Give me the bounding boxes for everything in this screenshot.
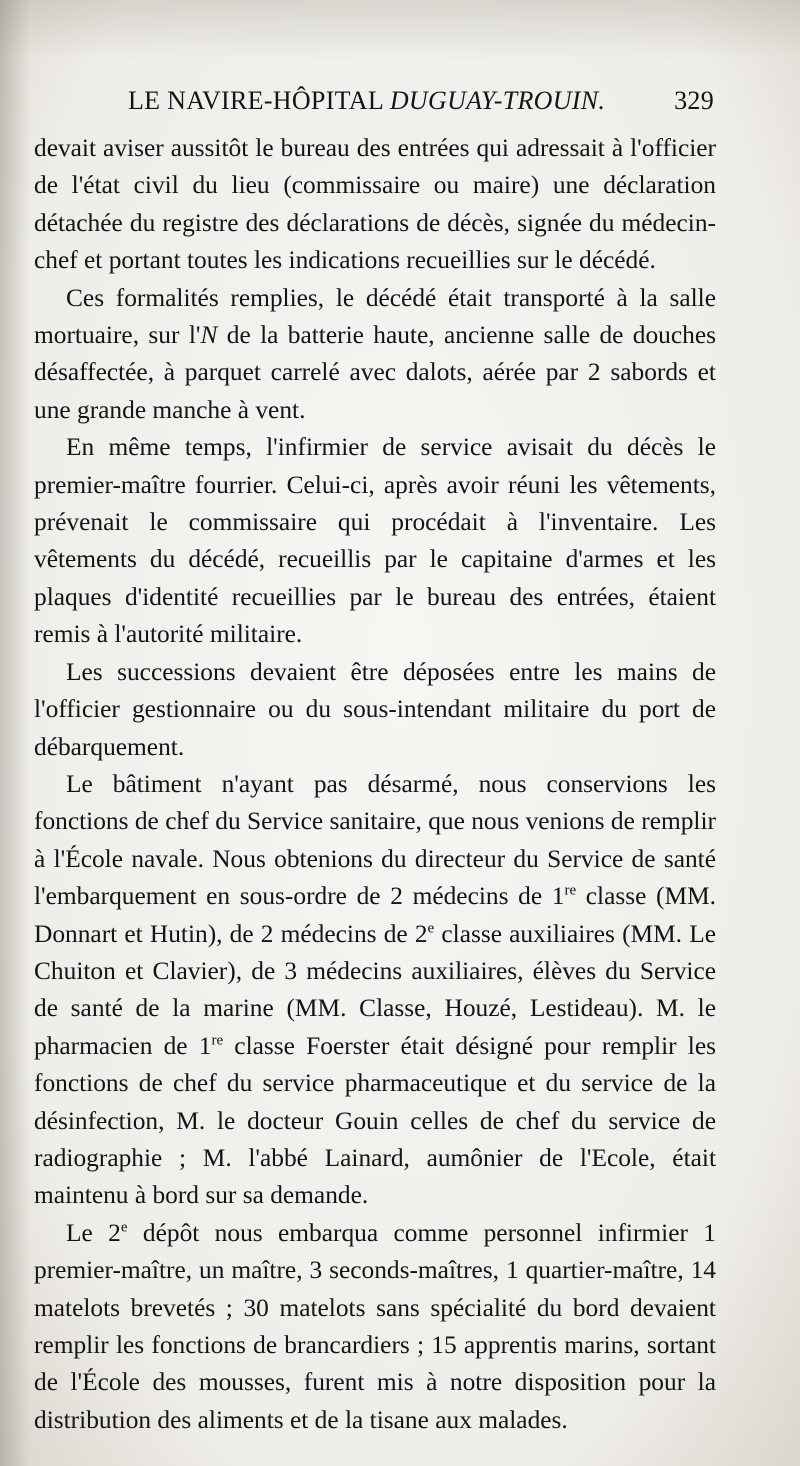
paragraph-text: Ces formalités remplies, le décédé était transporté à la salle mortuaire, sur l' bbox=[34, 283, 716, 350]
page-header bbox=[128, 86, 714, 126]
paragraph bbox=[34, 654, 716, 766]
paragraph-text: Le bâtiment n'ayant pas désarmé, nous conservions les fonctions de chef du Service sanitaire, que nous venions de remplir à l'École navale. Nous obtenions du directeur du Service de santé l'embarquement en sous-ordre de 2 médecins de 1 bbox=[34, 769, 716, 911]
paragraph-text-italic: N bbox=[200, 321, 218, 350]
body-text bbox=[34, 130, 716, 1439]
paragraph-text: classe (MM. Donnart et Hutin), de 2 médecins de 2 bbox=[34, 882, 717, 948]
paragraph-text: devait aviser aussitôt le bureau des entrées qui adressait à l'officier de l'état civil du lieu (commissaire ou maire) une déclaration détachée du registre des déclarations de décès, signée du médecin-chef et portant toutes les indications recueillies sur le décédé. bbox=[34, 134, 716, 275]
ordinal-superscript: re bbox=[564, 882, 577, 899]
running-title-italic: DUGUAY-TROUIN. bbox=[389, 86, 606, 115]
paragraph bbox=[34, 1215, 716, 1439]
paragraph bbox=[34, 766, 716, 1215]
page-number: 329 bbox=[674, 86, 714, 115]
ordinal-superscript: e bbox=[427, 920, 435, 937]
ordinal-superscript: e bbox=[120, 1219, 128, 1236]
paragraph bbox=[34, 429, 716, 653]
running-title-roman: LE NAVIRE-HÔPITAL bbox=[128, 86, 390, 115]
paragraph-text: classe auxiliaires (MM. Le Chuiton et Clavier), de 3 médecins auxiliaires, élèves du Service de santé de la marine (MM. Classe, Houzé, Lestideau). M. le pharmacien de 1 bbox=[34, 919, 716, 1060]
scan-shadow-left bbox=[0, 0, 30, 1466]
paragraph-text: Les successions devaient être déposées entre les mains de l'officier gestionnaire ou du sous-intendant militaire du port de débarquement. bbox=[34, 657, 716, 761]
paragraph-text: de la batterie haute, ancienne salle de douches désaffectée, à parquet carrelé avec dalots, aérée par 2 sabords et une grande manche à vent. bbox=[34, 321, 716, 424]
ordinal-superscript: re bbox=[211, 1032, 224, 1049]
scan-shadow-top bbox=[0, 0, 800, 60]
running-title bbox=[128, 86, 605, 116]
paragraph-text: classe Foerster était désigné pour remplir les fonctions de chef du service pharmaceutique et du service de la désinfection, M. le docteur Gouin celles de chef du service de radiographie ; M. l'abbé Lainard, aumônier de l'Ecole, était maintenu à bord sur sa demande. bbox=[34, 1031, 716, 1210]
paragraph-text: dépôt nous embarqua comme personnel infirmier 1 premier-maître, un maître, 3 seconds-maîtres, 1 quartier-maître, 14 matelots brevetés ; 30 matelots sans spécialité du bord devaient remplir les fonctions de brancardiers ; 15 apprentis marins, sortant de l'École des mousses, furent mis à notre disposition pour la distribution des aliments et de la tisane aux malades. bbox=[34, 1218, 717, 1434]
paragraph-text: En même temps, l'infirmier de service avisait du décès le premier-maître fourrier. Celui-ci, après avoir réuni les vêtements, prévenait le commissaire qui procédait à l'inventaire. Les vêtements du décédé, recueillis par le capitaine d'armes et les plaques d'identité recueillies par le bureau des entrées, étaient remis à l'autorité militaire. bbox=[34, 433, 716, 649]
paragraph-text: Le 2 bbox=[66, 1218, 121, 1247]
paragraph bbox=[34, 280, 716, 430]
paragraph-continuation bbox=[34, 130, 716, 280]
